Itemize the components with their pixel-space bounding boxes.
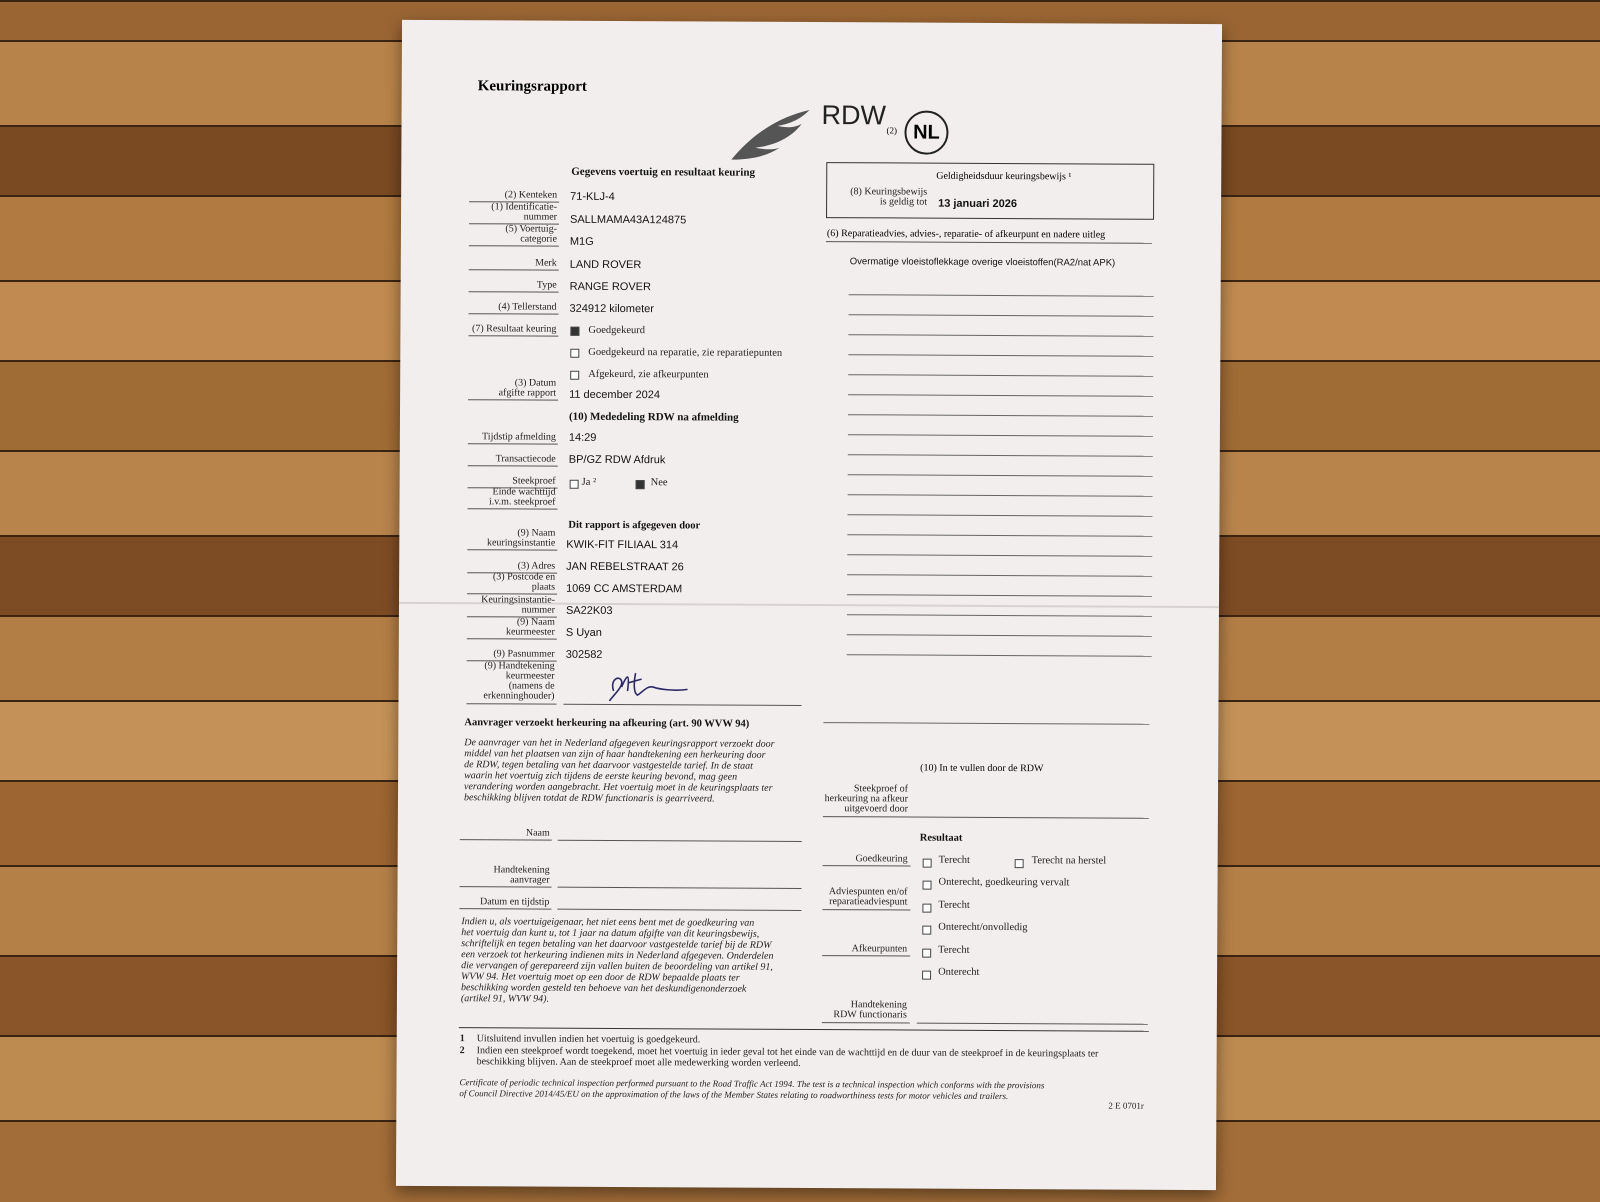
- label-underline: [822, 909, 910, 910]
- adres-label: (3) Adres: [517, 560, 556, 572]
- categorie-label: (5) Voertuig- categorie: [505, 223, 557, 245]
- herkeuring-title: Aanvrager verzoekt herkeuring na afkeuring (art. 90 WVW 94): [464, 717, 750, 730]
- advies-line: [849, 314, 1154, 317]
- advies-line: [847, 534, 1152, 537]
- advies-line: [848, 474, 1153, 477]
- mededeling-title: (10) Mededeling RDW na afmelding: [568, 410, 739, 424]
- label-underline: [469, 291, 559, 292]
- goedgekeurd-na-reparatie-option: Goedgekeurd na reparatie, zie reparatiepunten: [588, 346, 783, 359]
- goedkeuring-terecht-checkbox[interactable]: [923, 859, 932, 868]
- steekproef-uitgevoerd-label: Steekproef of herkeuring na afkeur uitgevoerd door: [824, 783, 909, 815]
- advies-line: [848, 434, 1153, 437]
- rdw-handtekening-label: Handtekening RDW functionaris: [833, 999, 907, 1021]
- label-underline: [823, 865, 911, 866]
- advies-terecht-checkbox[interactable]: [922, 904, 931, 913]
- tijdstip-label: Tijdstip afmelding: [482, 431, 556, 443]
- tellerstand-value: 324912 kilometer: [569, 302, 654, 316]
- resultaat-label: (7) Resultaat keuring: [471, 323, 557, 335]
- advies-line: [848, 454, 1153, 457]
- afgekeurd-option: Afgekeurd, zie afkeurpunten: [588, 368, 709, 381]
- advies-line: [847, 574, 1152, 577]
- terecht-na-herstel-checkbox[interactable]: [1015, 859, 1024, 868]
- advies-line: [847, 634, 1152, 637]
- goedgekeurd-na-reparatie-checkbox[interactable]: [570, 349, 579, 358]
- advies-line: [848, 354, 1153, 357]
- geldig-value: 13 januari 2026: [938, 197, 1018, 211]
- steekproef-nee-option: Nee: [650, 477, 668, 489]
- afkeur-onterecht-checkbox[interactable]: [922, 971, 931, 980]
- aanvrager-handtekening-field[interactable]: [558, 887, 802, 889]
- label-underline: [467, 508, 557, 509]
- advies-line: [849, 294, 1154, 297]
- instantienummer-label: Keuringsinstantie- nummer: [481, 594, 556, 616]
- brand-note: (2): [886, 125, 898, 136]
- adres-value: JAN REBELSTRAAT 26: [566, 560, 684, 574]
- herkeuring-note: Indien u, als voertuigeigenaar, het niet eens bent met de goedkeuring van het voertuig dan kunt u, tot 1 jaar na datum afgifte van dit keuringsbewijs, schriftelijk en tegen betaling van het daarvoor vastgestelde tarief bij de RDW een verzoek tot herkeuring indienen mits in Nederland afgegeven. Onderdelen die vervangen of gerepareerd zijn vallen buiten de beoordeling van artikel 91, WVW 94. Het voertuig moet op een door de RDW bepaalde plaats ter beschikking worden gesteld ten behoeve van het deskundigenonderzoek (artikel 91, WVW 94).: [460, 916, 774, 1005]
- goedkeuring-vervalt-option: Onterecht, goedkeuring vervalt: [938, 876, 1070, 889]
- label-underline: [467, 638, 557, 639]
- advies-text: Overmatige vloeistoflekkage overige vloeistoffen(RA2/nat APK): [849, 256, 1116, 269]
- footnote-2-number: 2: [459, 1045, 465, 1057]
- advies-line: [848, 414, 1153, 417]
- afkeur-onterecht-option: Onterecht: [938, 966, 980, 978]
- footnote-2-text: Indien een steekproef wordt toegekend, moet het voertuig in ieder geval tot het einde van de wachttijd en de duur van de steekproef in de keuringsplaats ter: [476, 1045, 1099, 1060]
- afgekeurd-checkbox[interactable]: [570, 371, 579, 380]
- goedkeuring-terecht-option: Terecht: [938, 854, 971, 866]
- wachttijd-label: Einde wachttijd i.v.m. steekproef: [488, 486, 556, 508]
- validity-box-title: Geldigheidsduur keuringsbewijs ¹: [936, 170, 1072, 183]
- terecht-na-herstel-option: Terecht na herstel: [1031, 855, 1107, 867]
- advies-line: [848, 374, 1153, 377]
- instantie-naam-label: (9) Naam keuringsinstantie: [486, 527, 556, 549]
- identificatie-label: (1) Identificatie- nummer: [491, 201, 558, 223]
- keurmeester-label: (9) Naam keurmeester: [505, 616, 555, 638]
- advies-end-line: [823, 722, 1149, 725]
- postcode-value: 1069 CC AMSTERDAM: [566, 582, 683, 596]
- certificate-line-2: of Council Directive 2014/45/EU on the approximation of the laws of the Member States relating to roadworthiness tests for motor vehicles and trailers.: [459, 1088, 1009, 1102]
- advies-line: [847, 514, 1152, 517]
- label-underline: [822, 1022, 910, 1023]
- rdw-handtekening-field[interactable]: [917, 1023, 1148, 1025]
- report-title: Keuringsrapport: [477, 78, 587, 95]
- rdw-wordmark: RDW: [821, 100, 887, 131]
- tellerstand-label: (4) Tellerstand: [498, 301, 557, 313]
- identificatie-value: SALLMAMA43A124875: [569, 213, 687, 227]
- advies-line: [847, 654, 1152, 657]
- form-code: 2 E 0701r: [1108, 1100, 1144, 1111]
- advies-line: [847, 594, 1152, 597]
- datum-value: 11 december 2024: [569, 388, 661, 402]
- advies-line: [848, 394, 1153, 397]
- kenteken-value: 71-KLJ-4: [570, 190, 615, 203]
- label-underline: [460, 886, 552, 887]
- resultaat-title: Resultaat: [919, 832, 963, 844]
- footnote-2-text-cont: beschikking blijven. Aan de steekproef moet alle medewerking worden verleend.: [476, 1056, 801, 1069]
- afkeurpunten-label: Afkeurpunten: [851, 943, 908, 955]
- label-underline: [822, 955, 910, 956]
- label-underline: [469, 313, 559, 314]
- postcode-label: (3) Postcode en plaats: [492, 571, 556, 593]
- advies-title-underline: [826, 241, 1152, 244]
- goedgekeurd-option: Goedgekeurd: [588, 324, 646, 337]
- aanvrager-naam-label: Naam: [525, 827, 550, 839]
- rdw-logo-icon: [729, 98, 811, 162]
- transactie-label: Transactiecode: [495, 453, 556, 465]
- afkeur-terecht-checkbox[interactable]: [922, 949, 931, 958]
- signature-line: [563, 704, 801, 706]
- steekproef-uitgevoerd-field[interactable]: [823, 816, 1149, 819]
- datum-label: (3) Datum afgifte rapport: [498, 377, 557, 399]
- label-underline: [469, 245, 559, 246]
- label-underline: [460, 839, 552, 840]
- aanvrager-naam-field[interactable]: [558, 840, 802, 842]
- steekproef-label: Steekproef: [512, 475, 556, 487]
- pasnummer-label: (9) Pasnummer: [493, 648, 555, 660]
- keurmeester-value: S Uyan: [565, 626, 602, 639]
- transactie-value: BP/GZ RDW Afdruk: [568, 453, 666, 467]
- steekproef-ja-checkbox[interactable]: [570, 480, 579, 489]
- advies-line: [847, 554, 1152, 557]
- advies-onvolledig-option: Onterecht/onvolledig: [938, 921, 1028, 934]
- label-underline: [466, 703, 556, 704]
- label-underline: [459, 908, 551, 909]
- instantie-naam-value: KWIK-FIT FILIAAL 314: [566, 538, 679, 552]
- rdw-section-title: (10) In te vullen door de RDW: [920, 762, 1044, 775]
- vehicle-section-title: Gegevens voertuig en resultaat keuring: [571, 165, 756, 179]
- merk-value: LAND ROVER: [569, 258, 642, 272]
- advies-line: [848, 494, 1153, 497]
- type-label: Type: [536, 279, 557, 291]
- advies-line: [848, 334, 1153, 337]
- nl-country-badge: NL: [904, 110, 948, 154]
- label-underline: [468, 443, 558, 444]
- datum-tijdstip-field[interactable]: [557, 909, 801, 911]
- goedgekeurd-checkbox[interactable]: [570, 327, 579, 336]
- pasnummer-value: 302582: [565, 648, 603, 661]
- label-underline: [469, 269, 559, 270]
- handtekening-keurmeester-label: (9) Handtekening keurmeester (namens de erkenninghouder): [483, 660, 555, 702]
- instantienummer-value: SA22K03: [565, 604, 613, 617]
- footnote-1-text: Uitsluitend invullen indien het voertuig is goedgekeurd.: [476, 1033, 701, 1046]
- afkeur-terecht-option: Terecht: [938, 944, 970, 956]
- adviespunten-label: Adviespunten en/of reparatieadviespunt: [828, 886, 908, 908]
- inspection-report-paper: [396, 20, 1222, 1190]
- goedkeuring-label: Goedkeuring: [855, 853, 908, 865]
- label-underline: [467, 549, 557, 550]
- certificate-line-1: Certificate of periodic technical inspection performed pursuant to the Road Traffic Act 1994. The test is a technical inspection which conforms with the provisions: [459, 1077, 1045, 1091]
- steekproef-nee-checkbox[interactable]: [636, 480, 645, 489]
- herkeuring-text: De aanvrager van het in Nederland afgegeven keuringsrapport verzoekt door middel van het plaatsen van zijn of haar handtekening een herkeuring door de RDW, tegen betaling van het daarvoor vastgestelde tarief. In de staat waarin het voertuig zich tijdens de eerste keuring bevond, mag geen verandering worden aangebracht. Het voertuig moet in de keuringsplaats ter beschikking blijven totdat de RDW functionaris is gearriveerd.: [463, 737, 775, 805]
- footer-divider: [459, 1027, 1149, 1032]
- footnote-1-number: 1: [459, 1033, 465, 1045]
- advies-line: [847, 614, 1152, 617]
- tijdstip-value: 14:29: [568, 431, 597, 444]
- steekproef-ja-option: Ja ²: [581, 476, 597, 488]
- aanvrager-handtekening-label: Handtekening aanvrager: [493, 864, 550, 886]
- advies-terecht-option: Terecht: [938, 899, 970, 911]
- kenteken-label: (2) Kenteken: [504, 189, 558, 201]
- datum-tijdstip-label: Datum en tijdstip: [479, 896, 550, 908]
- signature-icon: [603, 669, 693, 703]
- merk-label: Merk: [535, 257, 557, 269]
- goedkeuring-vervalt-checkbox[interactable]: [923, 881, 932, 890]
- categorie-value: M1G: [569, 235, 594, 248]
- label-underline: [468, 465, 558, 466]
- type-value: RANGE ROVER: [569, 280, 651, 294]
- label-underline: [468, 399, 558, 400]
- advies-title: (6) Reparatieadvies, advies-, reparatie- of afkeurpunt en nadere uitleg: [826, 228, 1106, 241]
- geldig-label: (8) Keuringsbewijs is geldig tot: [850, 186, 928, 208]
- label-underline: [468, 335, 558, 336]
- afgegeven-title: Dit rapport is afgegeven door: [568, 519, 701, 532]
- advies-onvolledig-checkbox[interactable]: [922, 926, 931, 935]
